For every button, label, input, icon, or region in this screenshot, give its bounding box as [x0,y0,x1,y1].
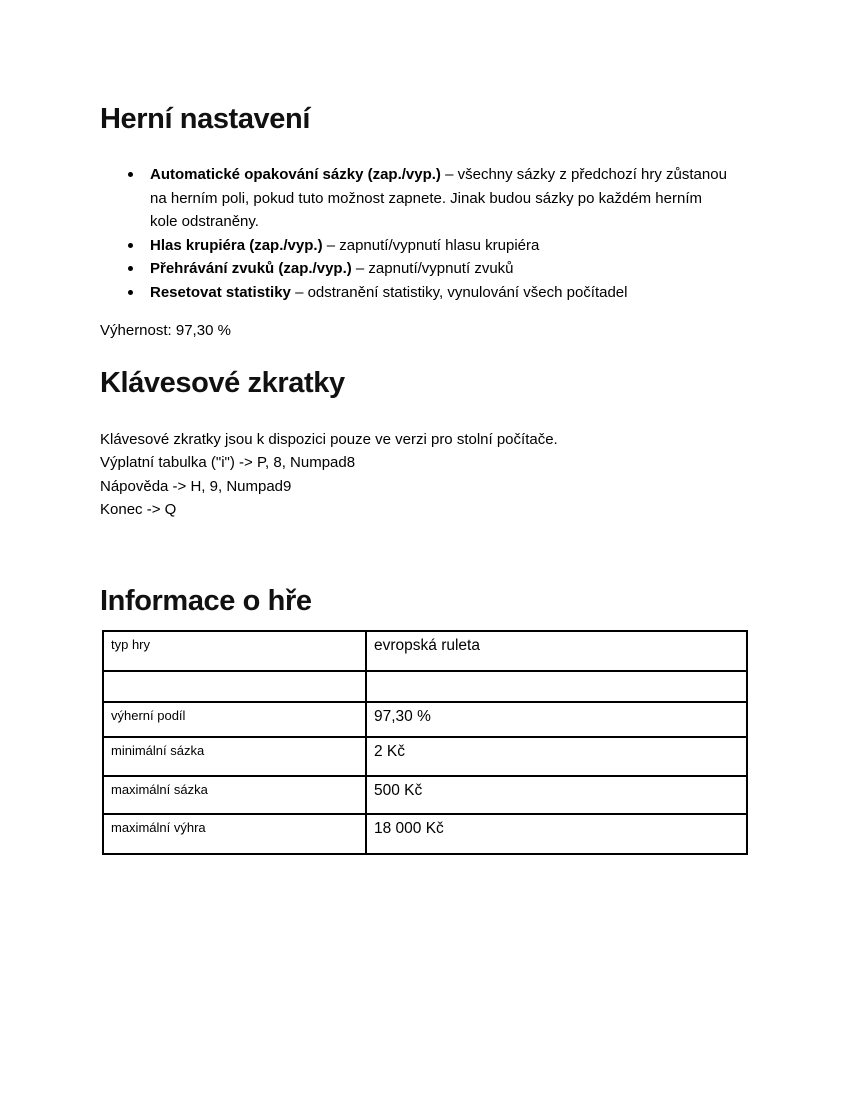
keyboard-shortcuts-paragraph [100,428,728,522]
row-label: maximální sázka [103,776,366,814]
table-row-empty [103,671,747,702]
payout-percentage-text: Výhernost: 97,30 % [100,322,231,339]
heading-keyboard-shortcuts: Klávesové zkratky [100,366,345,399]
row-label [103,671,366,702]
row-value: 2 Kč [366,737,747,776]
row-value: evropská ruleta [366,631,747,671]
game-info-table [102,630,748,855]
setting-term: Automatické opakování sázky (zap./vyp.) [150,166,441,183]
table-row-payout-ratio [103,702,747,737]
bullet-icon [128,172,133,177]
bullet-icon [128,243,133,248]
row-value: 18 000 Kč [366,814,747,854]
row-value: 97,30 % [366,702,747,737]
list-item-auto-repeat-bet [100,163,728,234]
bullet-icon [128,266,133,271]
shortcuts-availability-line: Klávesové zkratky jsou k dispozici pouze ve verzi pro stolní počítače. [100,430,558,448]
heading-game-info: Informace o hře [100,584,312,617]
row-label: maximální výhra [103,814,366,854]
list-item-sounds [100,257,728,281]
setting-term: Hlas krupiéra (zap./vyp.) [150,236,323,254]
setting-term: Resetovat statistiky [150,283,291,301]
list-item-reset-statistics [100,281,728,305]
game-settings-list [100,163,728,304]
table-row-min-bet [103,737,747,776]
setting-description: – zapnutí/vypnutí hlasu krupiéra [322,236,540,254]
row-label: výherní podíl [103,702,366,737]
table-row-max-win [103,814,747,854]
shortcut-paytable-line: Výplatní tabulka ("i") -> P, 8, Numpad8 [100,454,356,471]
row-label: typ hry [103,631,366,671]
setting-term: Přehrávání zvuků (zap./vyp.) [150,260,352,277]
table-row-max-bet [103,776,747,814]
shortcut-help-line: Nápověda -> H, 9, Numpad9 [100,477,292,495]
shortcut-quit-line: Konec -> Q [100,501,177,518]
list-item-dealer-voice [100,234,728,258]
setting-description: – zapnutí/vypnutí zvuků [351,260,514,277]
setting-description: – všechny sázky z předchozí hry zůstanou na herním poli, pokud tuto možnost zapnete. Jinak budou sázky po každém herním kole odstraněny. [150,166,727,230]
heading-game-settings: Herní nastavení [100,103,310,135]
bullet-icon [128,290,133,295]
row-value [366,671,747,702]
document-content [100,0,760,855]
setting-description: – odstranění statistiky, vynulování všech počítadel [290,283,628,301]
row-value: 500 Kč [366,776,747,814]
row-label: minimální sázka [103,737,366,776]
table-row-game-type [103,631,747,671]
